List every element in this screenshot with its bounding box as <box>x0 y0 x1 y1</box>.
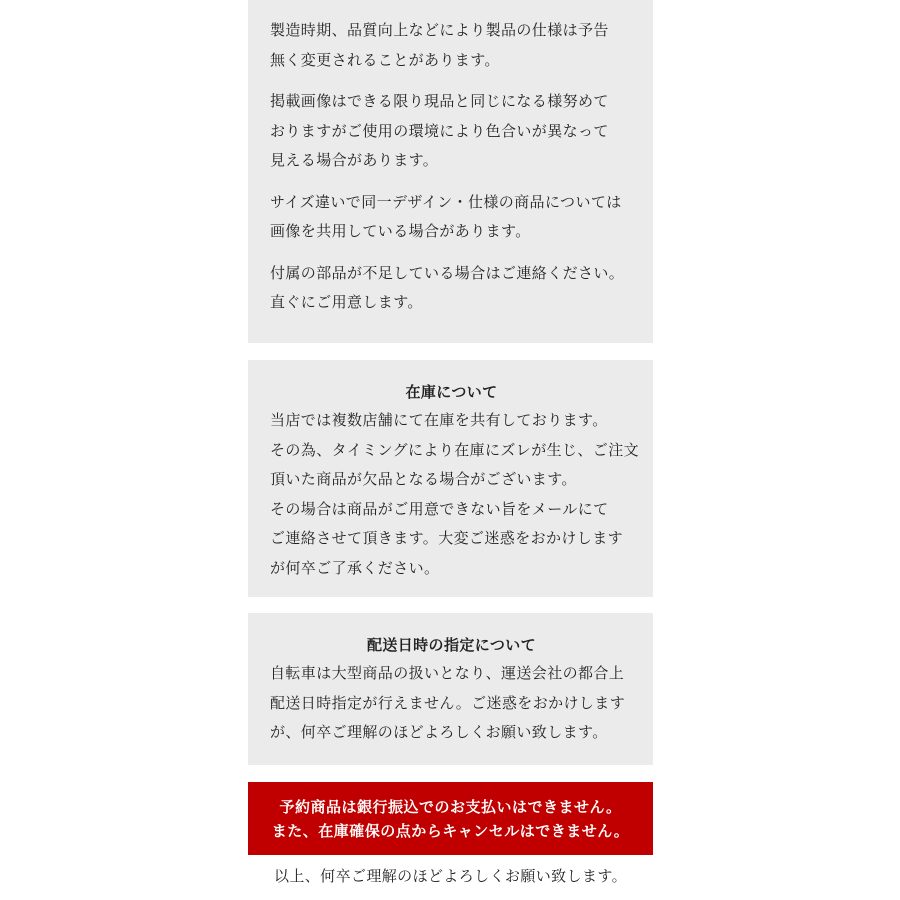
notes-paragraph <box>270 188 633 247</box>
notes-line: 製造時期、品質向上などにより製品の仕様は予告 <box>270 21 609 39</box>
delivery-heading: 配送日時の指定について <box>366 636 537 654</box>
notes-paragraph <box>270 16 633 75</box>
notes-line: 付属の部品が不足している場合はご連絡ください。 <box>270 263 625 282</box>
delivery-panel <box>248 613 653 765</box>
notes-paragraph <box>270 259 633 318</box>
notes-line: 掲載画像はできる限り現品と同じになる様努めて <box>270 92 609 110</box>
reservation-notice-banner <box>248 782 653 855</box>
notice-line: 予約商品は銀行振込でのお支払いはできません。 <box>279 798 622 816</box>
stock-panel <box>248 360 653 597</box>
delivery-line: 自転車は大型商品の扱いとなり、運送会社の都合上 <box>270 664 625 682</box>
stock-line: が何卒ご了承ください。 <box>270 558 440 577</box>
notes-paragraph <box>270 87 633 176</box>
stock-heading: 在庫について <box>405 383 498 401</box>
notes-line: サイズ違いで同一デザイン・仕様の商品については <box>270 192 622 211</box>
stock-line: その為、タイミングにより在庫にズレが生じ、ご注文 <box>270 440 640 459</box>
stock-line: その場合は商品がご用意できない旨をメールにて <box>270 499 609 518</box>
delivery-line: が、何卒ご理解のほどよろしくお願い致します。 <box>270 723 608 741</box>
closing-text: 以上、何卒ご理解のほどよろしくお願い致します。 <box>273 867 627 885</box>
notes-line: 無く変更されることがあります。 <box>270 50 500 69</box>
stock-line: 当店では複数店舗にて在庫を共有しております。 <box>270 411 608 429</box>
stock-line: ご連絡させて頂きます。大変ご迷惑をおかけします <box>270 529 624 547</box>
notes-panel <box>248 0 653 343</box>
notes-line: 直ぐにご用意します。 <box>270 293 423 311</box>
stock-line: 頂いた商品が欠品となる場合がございます。 <box>270 470 577 488</box>
notice-line: また、在庫確保の点からキャンセルはできません。 <box>271 822 630 840</box>
notes-line: おりますがご使用の環境により色合いが異なって <box>270 121 609 140</box>
notes-line: 画像を共用している場合があります。 <box>270 222 531 240</box>
delivery-line: 配送日時指定が行えません。ご迷惑をおかけします <box>270 693 626 712</box>
notes-line: 見える場合があります。 <box>270 151 439 169</box>
